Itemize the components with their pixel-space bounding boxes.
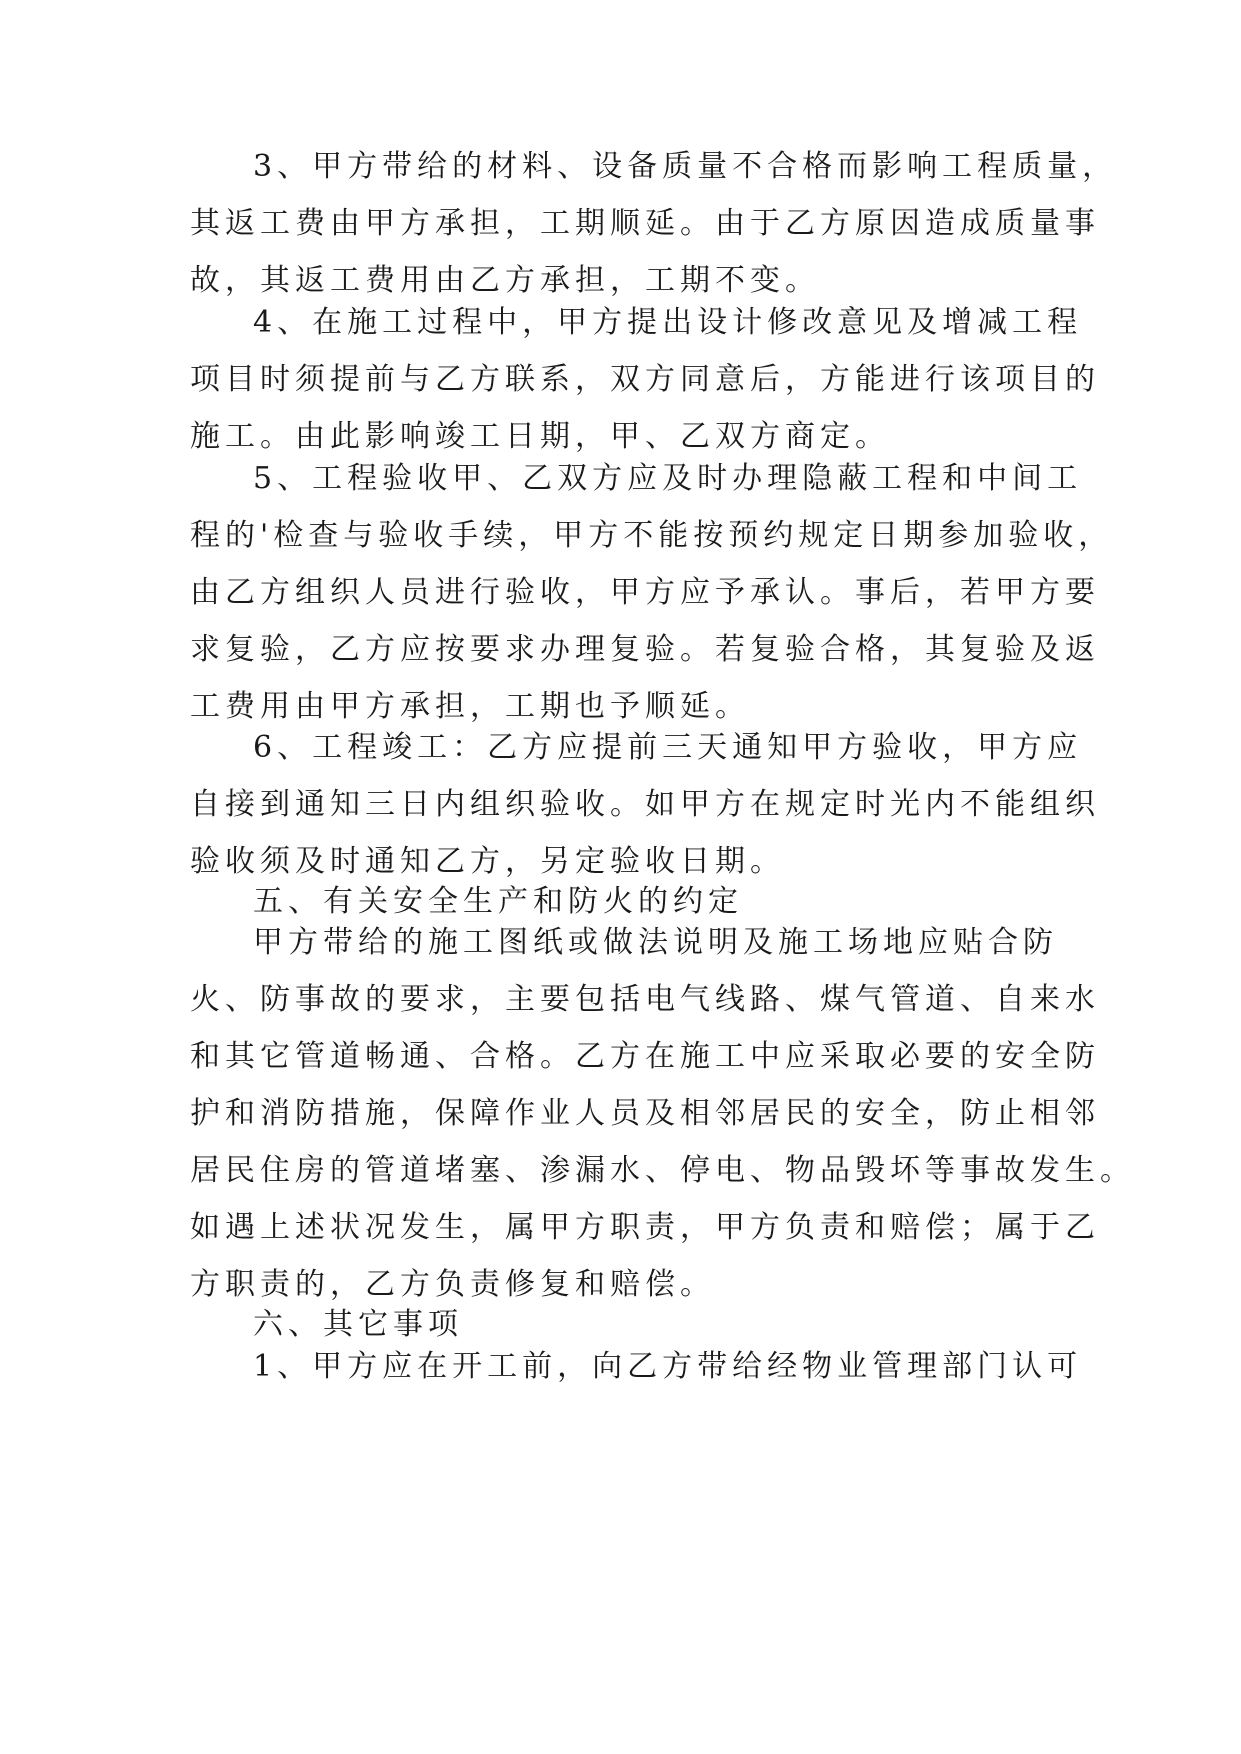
text-line: 如遇上述状况发生，属甲方职责，甲方负责和赔偿；属于乙 [190,1210,1100,1245]
text-line: 火、防事故的要求，主要包括电气线路、煤气管道、自来水 [190,982,1100,1017]
text-line: 工费用由甲方承担，工期也予顺延。 [190,689,750,724]
text-line: 其返工费由甲方承担，工期顺延。由于乙方原因造成质量事 [190,206,1100,241]
text-line: 居民住房的管道堵塞、渗漏水、停电、物品毁坏等事故发生。 [190,1153,1135,1188]
text-line: 项目时须提前与乙方联系，双方同意后，方能进行该项目的 [190,362,1100,397]
text-line: 自接到通知三日内组织验收。如甲方在规定时光内不能组织 [190,787,1100,822]
section-heading: 五、有关安全生产和防火的约定 [253,884,743,919]
text-line: 5、工程验收甲、乙双方应及时办理隐蔽工程和中间工 [253,461,1083,496]
text-line: 3、甲方带给的材料、设备质量不合格而影响工程质量， [253,149,1118,184]
text-line: 方职责的，乙方负责修复和赔偿。 [190,1267,715,1302]
text-line: 6、工程竣工：乙方应提前三天通知甲方验收，甲方应 [253,730,1083,765]
text-line: 验收须及时通知乙方，另定验收日期。 [190,844,785,879]
text-line: 和其它管道畅通、合格。乙方在施工中应采取必要的安全防 [190,1039,1100,1074]
text-line: 护和消防措施，保障作业人员及相邻居民的安全，防止相邻 [190,1096,1100,1131]
text-line: 由乙方组织人员进行验收，甲方应予承认。事后，若甲方要 [190,575,1100,610]
text-line: 4、在施工过程中，甲方提出设计修改意见及增减工程 [253,305,1083,340]
text-line: 程的'检查与验收手续，甲方不能按预约规定日期参加验收， [190,518,1114,553]
text-line: 故，其返工费用由乙方承担，工期不变。 [190,263,820,298]
section-heading: 六、其它事项 [253,1307,463,1342]
text-line: 施工。由此影响竣工日期，甲、乙双方商定。 [190,419,890,454]
text-line: 甲方带给的施工图纸或做法说明及施工场地应贴合防 [253,925,1058,960]
text-line: 求复验，乙方应按要求办理复验。若复验合格，其复验及返 [190,632,1100,667]
text-line: 1、甲方应在开工前，向乙方带给经物业管理部门认可 [253,1349,1083,1384]
